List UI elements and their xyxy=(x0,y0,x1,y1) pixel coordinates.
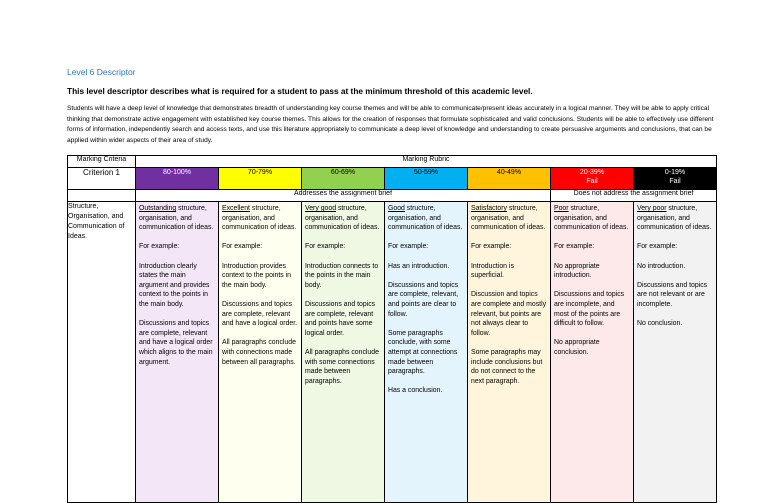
descriptor-quality: Poor xyxy=(554,205,569,212)
descriptor-paragraph: Discussions and topics are complete, relevant and points have some logical order. xyxy=(305,300,376,337)
descriptor-lead-text: structure, organisation, and communication of ideas. xyxy=(554,205,629,232)
descriptor-lead xyxy=(305,204,381,233)
descriptor-lead-text: structure, organisation, and communication of ideas. xyxy=(471,205,546,232)
descriptor-lead xyxy=(554,204,630,233)
descriptor-paragraph: Has an introduction. xyxy=(388,262,450,270)
descriptor-quality: Good xyxy=(388,205,405,212)
for-example-label: For example: xyxy=(222,243,263,251)
descriptor-paragraph: Discussions and topics are complete, relevant and have a logical order. xyxy=(222,300,298,328)
descriptor-paragraph: Discussions and topics are not relevant or are incomplete. xyxy=(637,281,708,308)
descriptor-lead xyxy=(471,204,547,233)
addresses-brief-label: Addresses the assignment brief xyxy=(136,190,551,202)
descriptor-quality: Very poor xyxy=(637,205,667,212)
descriptor-content xyxy=(634,202,716,340)
descriptor-lead-text: structure, organisation, and communication of ideas. xyxy=(305,205,380,232)
band-range: 20-39% xyxy=(579,169,605,176)
descriptor-cell-poor xyxy=(551,202,634,503)
descriptor-paragraph: No appropriate introduction. xyxy=(554,262,600,280)
descriptor-content xyxy=(302,202,384,398)
descriptor-content xyxy=(385,202,467,407)
band-range: 0-19% xyxy=(664,169,686,176)
band-80-100 xyxy=(136,168,219,190)
marking-rubric-header: Marking Rubric xyxy=(136,156,717,168)
for-example-label: For example: xyxy=(388,243,429,251)
descriptor-content xyxy=(551,202,633,369)
descriptor-lead-text: structure, organisation, and communication of ideas. xyxy=(222,205,297,232)
descriptor-content xyxy=(136,202,218,379)
descriptor-cell-outstanding xyxy=(136,202,219,503)
band-60-69 xyxy=(302,168,385,190)
fail-label: Fail xyxy=(586,178,598,185)
for-example-label: For example: xyxy=(139,243,180,251)
band-40-49 xyxy=(468,168,551,190)
descriptor-cell-good xyxy=(385,202,468,503)
descriptor-content xyxy=(468,202,550,398)
descriptor-paragraph: No appropriate conclusion. xyxy=(554,339,600,356)
criterion-label: Criterion 1 xyxy=(68,168,136,190)
descriptor-paragraph: Introduction clearly states the main argument and provides context to the points in the main body. xyxy=(139,262,210,308)
band-20-39 xyxy=(551,168,634,190)
brief-row xyxy=(68,190,717,202)
descriptor-paragraph: Some paragraphs conclude, with some attempt at connections made between paragraphs. xyxy=(388,329,458,376)
descriptor-cell-very-good xyxy=(302,202,385,503)
descriptor-paragraph: All paragraphs conclude with some connections made between paragraphs. xyxy=(305,348,379,385)
marking-rubric-table xyxy=(67,155,717,503)
descriptor-quality: Outstanding xyxy=(139,205,177,212)
band-50-59 xyxy=(385,168,468,190)
criterion-row xyxy=(68,202,717,503)
band-range: 50-59% xyxy=(413,169,439,176)
not-addresses-brief-label: Does not address the assignment brief xyxy=(551,190,717,202)
band-0-19 xyxy=(634,168,717,190)
brief-row-spacer xyxy=(68,190,136,202)
band-row xyxy=(68,168,717,190)
descriptor-paragraph: Discussions and topics are complete, relevant and have a logical order which aligns to the main argument. xyxy=(139,320,213,366)
descriptor-cell-satisfactory xyxy=(468,202,551,503)
descriptor-quality: Satisfactory xyxy=(471,205,507,212)
descriptor-paragraph: Introduction connects to the points in the main body. xyxy=(305,262,379,289)
descriptor-cell-very-poor xyxy=(634,202,717,503)
descriptor-paragraph: Some paragraphs may include conclusions but do not connect to the next paragraph. xyxy=(471,348,543,385)
descriptor-lead xyxy=(637,204,713,233)
descriptor-subheading: This level descriptor describes what is required for a student to pass at the minimum threshold of this academic level. xyxy=(67,86,533,96)
descriptor-paragraph: No conclusion. xyxy=(637,320,683,328)
for-example-label: For example: xyxy=(471,243,512,251)
descriptor-lead-text: structure, organisation, and communication of ideas. xyxy=(388,205,463,232)
descriptor-paragraph: Discussions and topics are incomplete, and most of the points are difficult to follow. xyxy=(554,291,625,328)
descriptor-paragraph: Introduction is superficial. xyxy=(471,262,514,280)
descriptor-heading: Level 6 Descriptor xyxy=(67,67,136,77)
for-example-label: For example: xyxy=(554,243,595,251)
descriptor-intro: Students will have a deep level of knowledge that demonstrates breadth of understanding key course themes and will be able to communicate/present ideas accurately in a logical manner. They will be able to apply critical thinking that demonstrate active engagement with established key course themes. This allows for the creation of responses that formulate sophisticated and valid conclusions. Students will be able to effectively use different forms of information, independently search and access texts, and use this literature appropriately to communicate a deep level of knowledge and understanding to create persuasive arguments and conclusions, that can be applied within wider aspects of their area of study. xyxy=(67,105,714,144)
descriptor-lead xyxy=(139,204,215,233)
descriptor-lead-text: structure, organisation, and communication of ideas. xyxy=(637,205,712,232)
descriptor-cell-excellent xyxy=(219,202,302,503)
descriptor-lead xyxy=(222,204,298,233)
descriptor-paragraph: Discussions and topics are complete, relevant, and points are clear to follow. xyxy=(388,281,459,318)
descriptor-quality: Excellent xyxy=(222,205,250,212)
for-example-label: For example: xyxy=(305,243,346,251)
descriptor-content xyxy=(219,202,301,379)
descriptor-lead xyxy=(388,204,464,233)
for-example-label: For example: xyxy=(637,243,678,251)
criterion-name: Structure, Organisation, and Communication of Ideas. xyxy=(68,202,136,503)
band-range: 80-100% xyxy=(162,169,192,176)
rubric-header-row xyxy=(68,156,717,168)
band-70-79 xyxy=(219,168,302,190)
descriptor-paragraph: No introduction. xyxy=(637,262,686,270)
band-range: 70-79% xyxy=(247,169,273,176)
marking-criteria-header: Marking Criteria xyxy=(68,156,136,168)
fail-label: Fail xyxy=(669,178,681,185)
descriptor-paragraph: Has a conclusion. xyxy=(388,387,443,395)
descriptor-lead-text: structure, organisation, and communication of ideas. xyxy=(139,205,214,232)
descriptor-quality: Very good xyxy=(305,205,337,212)
descriptor-paragraph: Discussion and topics are complete and mostly relevant, but points are not always clear to follow. xyxy=(471,291,547,337)
band-range: 40-49% xyxy=(496,169,522,176)
band-range: 60-69% xyxy=(330,169,356,176)
descriptor-paragraph: All paragraphs conclude with connections made between all paragraphs. xyxy=(222,339,296,366)
descriptor-paragraph: Introduction provides context to the points in the main body. xyxy=(222,262,291,289)
